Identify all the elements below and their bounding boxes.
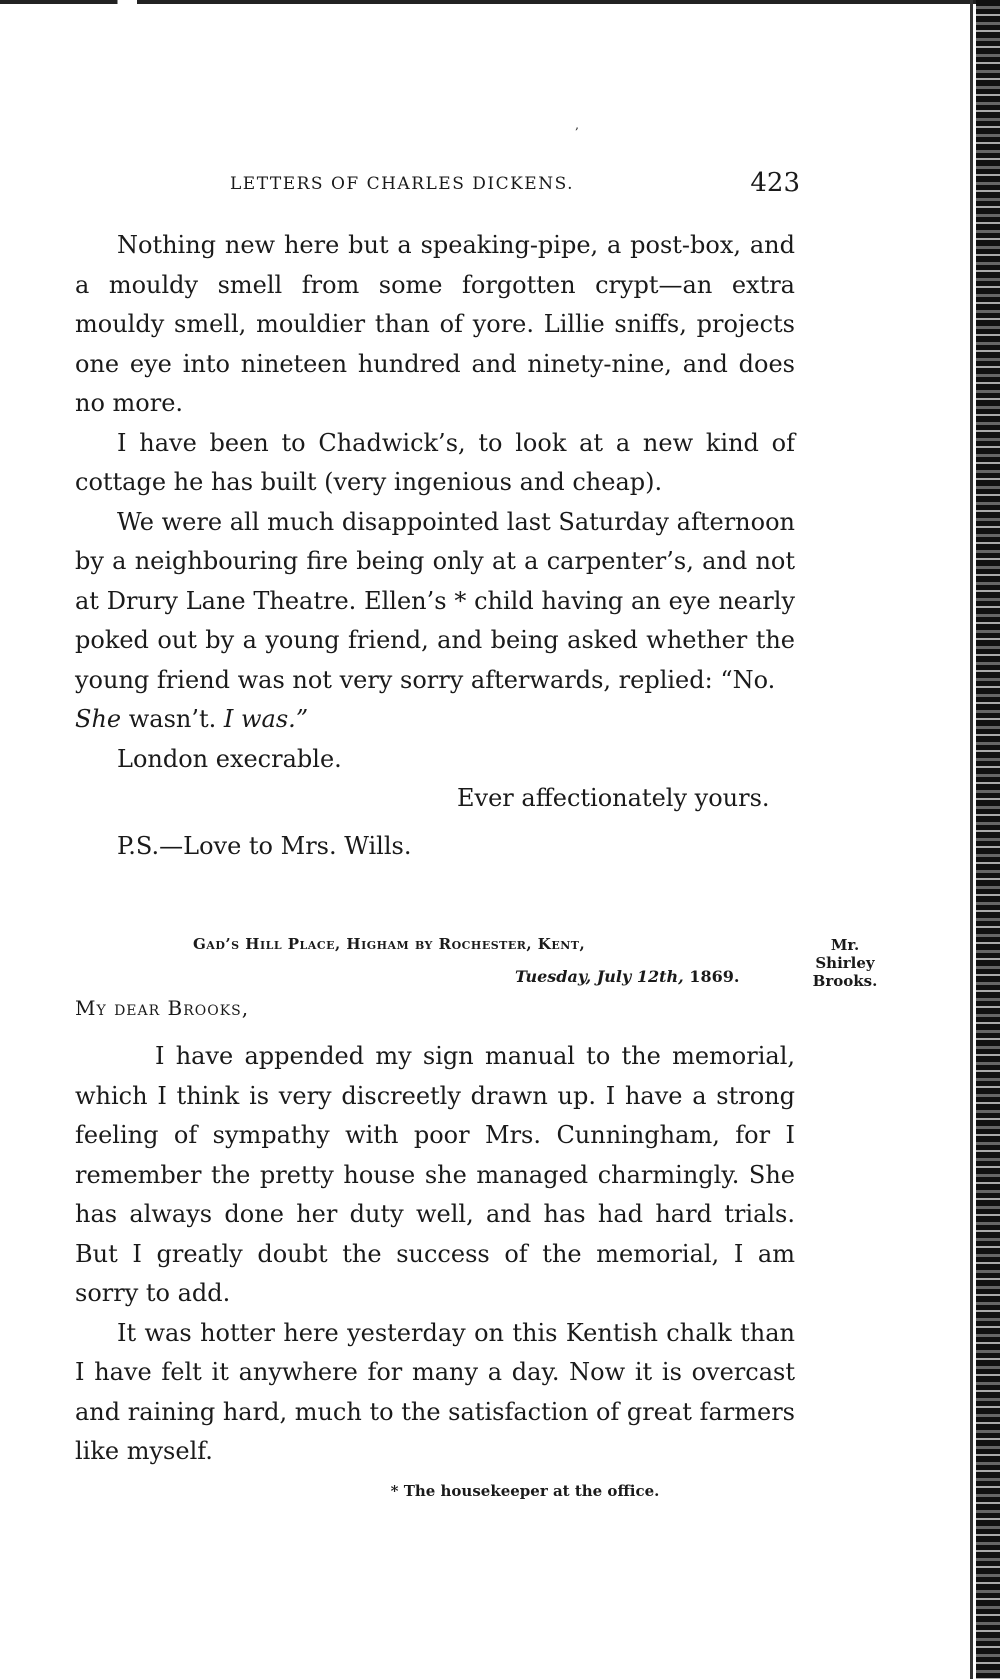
date-text: Tuesday, July 12th, xyxy=(515,967,684,986)
emphasis-she: She xyxy=(75,705,122,733)
paragraph: I have appended my sign manual to the memorial, which I think is very discreetly drawn up. I have a strong feeling of sympathy with poor Mrs. Cunningham, for I remember the pretty house she managed charmingly. She has always done her duty well, and has had hard trials. But I greatly doubt the success of the memorial, I am sorry to add. xyxy=(75,1042,795,1307)
recipient-sidenote xyxy=(800,936,890,990)
running-head xyxy=(230,168,800,202)
signoff: Ever affectionately yours. xyxy=(457,784,770,812)
sidenote-line: Shirley xyxy=(815,954,875,972)
date-year: 1869. xyxy=(683,967,740,986)
postscript: P.S.—Love to Mrs. Wills. xyxy=(117,831,412,860)
letter-address: Gad’s Hill Place, Higham by Rochester, Kent, xyxy=(193,935,586,953)
print-mark: ‚ xyxy=(575,118,579,132)
page-number: 423 xyxy=(750,168,800,198)
sidenote-line: Mr. xyxy=(830,936,860,954)
quote-ending xyxy=(75,700,795,740)
book-binding-edge xyxy=(976,0,1000,1679)
letter-one-body xyxy=(75,226,795,866)
closing-line: London execrable. xyxy=(117,744,342,773)
top-rule xyxy=(0,0,980,4)
running-title: LETTERS OF CHARLES DICKENS. xyxy=(230,174,575,194)
sidenote-line: Brooks. xyxy=(812,972,878,990)
salutation: My dear Brooks, xyxy=(75,996,250,1020)
paragraph: We were all much disappointed last Saturday afternoon by a neighbouring fire being only at a carpenter’s, and not at Drury Lane Theatre. Ellen’s * child having an eye nearly poked out by a young friend, and being asked whether the young friend was not very sorry afterwards, replied: “No. xyxy=(75,507,795,694)
letter-two-body xyxy=(75,1037,795,1472)
emphasis-i-was: I was.” xyxy=(223,705,309,733)
paragraph: I have been to Chadwick’s, to look at a new kind of cottage he has built (very ingenious and cheap). xyxy=(75,428,795,496)
footnote: * The housekeeper at the office. xyxy=(390,1482,660,1500)
paragraph: It was hotter here yesterday on this Kentish chalk than I have felt it anywhere for many a day. Now it is overcast and raining hard, much to the satisfaction of great farmers like myself. xyxy=(75,1318,795,1465)
paragraph: Nothing new here but a speaking-pipe, a post-box, and a mouldy smell from some forgotten crypt—an extra mouldy smell, mouldier than of yore. Lillie sniffs, projects one eye into nineteen hundred and ninety-nine, and does no more. xyxy=(75,231,795,417)
letter-date xyxy=(515,967,739,986)
quote-middle: wasn’t. xyxy=(121,705,224,733)
